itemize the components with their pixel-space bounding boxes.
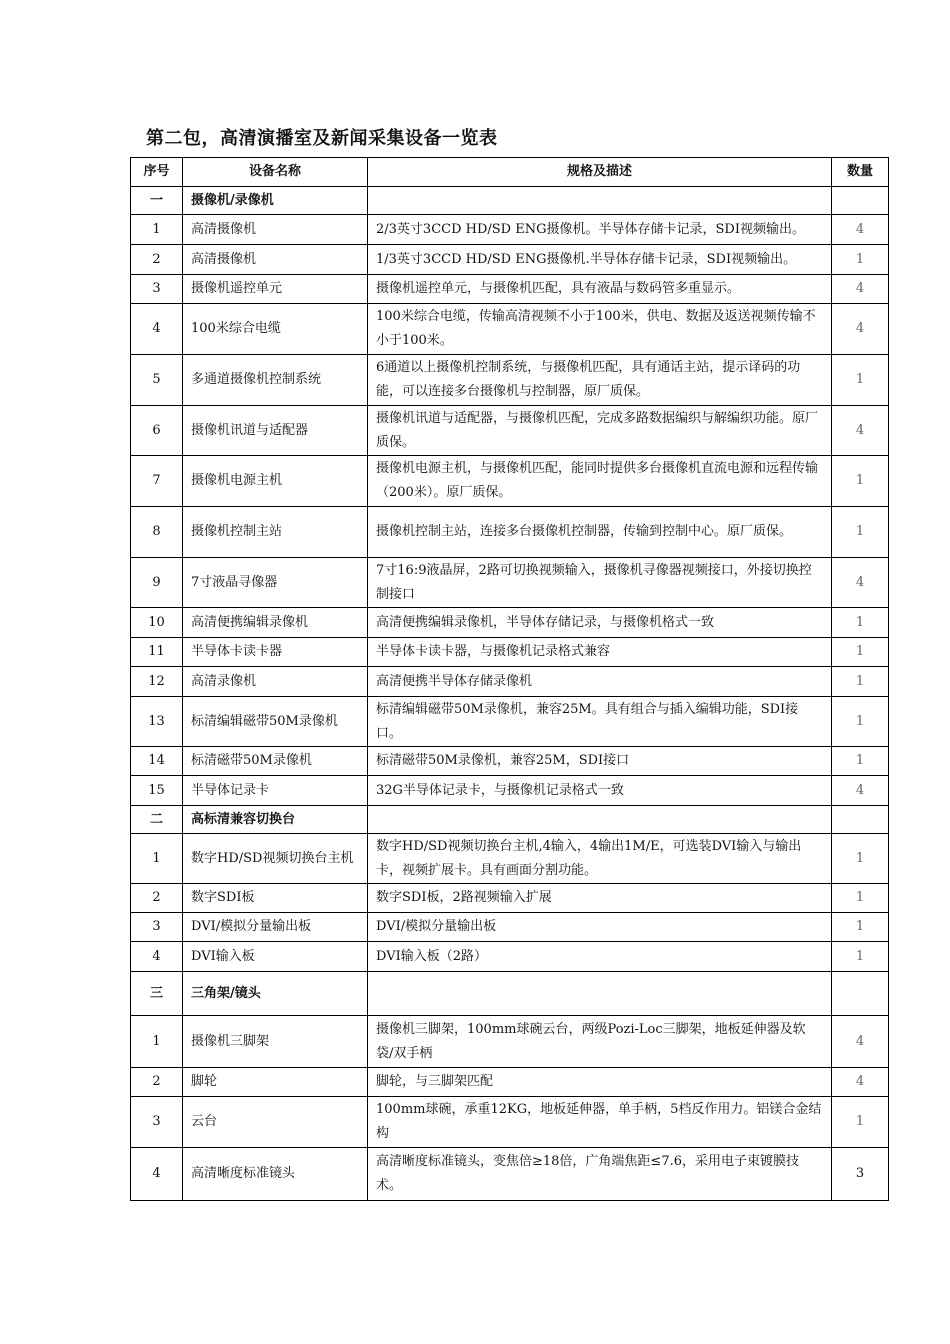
item-name: 高清晰度标准镜头 — [183, 1148, 368, 1201]
table-row — [131, 215, 889, 245]
table-row — [131, 747, 889, 776]
item-number: 13 — [131, 697, 183, 747]
item-name: 数字HD/SD视频切换台主机 — [183, 834, 368, 884]
item-quantity: 1 — [832, 913, 889, 942]
item-number: 11 — [131, 638, 183, 667]
item-name: 7寸液晶寻像器 — [183, 558, 368, 608]
item-number: 1 — [131, 834, 183, 884]
table-row — [131, 638, 889, 667]
item-name: 半导体记录卡 — [183, 776, 368, 806]
section-row — [131, 972, 889, 1016]
item-description: 标清编辑磁带50M录像机，兼容25M。具有组合与插入编辑功能，SDI接口。 — [368, 697, 832, 747]
header-name: 设备名称 — [183, 158, 368, 187]
item-number: 2 — [131, 245, 183, 275]
header-desc: 规格及描述 — [368, 158, 832, 187]
item-number: 1 — [131, 1016, 183, 1068]
table-row — [131, 608, 889, 638]
table-row — [131, 776, 889, 806]
item-number: 15 — [131, 776, 183, 806]
item-number: 8 — [131, 507, 183, 558]
item-description: 半导体卡读卡器，与摄像机记录格式兼容 — [368, 638, 832, 667]
section-name: 高标清兼容切换台 — [183, 806, 368, 834]
item-name: 标清编辑磁带50M录像机 — [183, 697, 368, 747]
section-desc-empty — [368, 972, 832, 1016]
section-qty-empty — [832, 972, 889, 1016]
item-quantity: 4 — [832, 406, 889, 456]
table-row — [131, 245, 889, 275]
equipment-table — [130, 157, 889, 1201]
section-name: 三角架/镜头 — [183, 972, 368, 1016]
item-description: 脚轮，与三脚架匹配 — [368, 1068, 832, 1097]
item-name: 100米综合电缆 — [183, 304, 368, 355]
item-name: 脚轮 — [183, 1068, 368, 1097]
item-quantity: 1 — [832, 456, 889, 507]
item-name: 多通道摄像机控制系统 — [183, 355, 368, 406]
item-description: 数字SDI板，2路视频输入扩展 — [368, 884, 832, 913]
section-row — [131, 806, 889, 834]
item-name: 摄像机电源主机 — [183, 456, 368, 507]
item-name: 高清摄像机 — [183, 245, 368, 275]
item-name: 数字SDI板 — [183, 884, 368, 913]
item-description: 摄像机电源主机，与摄像机匹配，能同时提供多台摄像机直流电源和远程传输（200米）。原厂质保。 — [368, 456, 832, 507]
item-quantity: 4 — [832, 215, 889, 245]
item-description: 摄像机遥控单元，与摄像机匹配，具有液晶与数码管多重显示。 — [368, 275, 832, 304]
item-quantity: 1 — [832, 245, 889, 275]
item-description: 100mm球碗，承重12KG，地板延伸器，单手柄，5档反作用力。铝镁合金结构 — [368, 1097, 832, 1148]
section-desc-empty — [368, 806, 832, 834]
item-name: 摄像机遥控单元 — [183, 275, 368, 304]
item-name: DVI/模拟分量输出板 — [183, 913, 368, 942]
table-row — [131, 884, 889, 913]
table-row — [131, 275, 889, 304]
item-number: 3 — [131, 1097, 183, 1148]
item-number: 9 — [131, 558, 183, 608]
item-quantity: 3 — [832, 1148, 889, 1201]
item-description: 高清晰度标准镜头，变焦倍≥18倍，广角端焦距≤7.6，采用电子束镀膜技术。 — [368, 1148, 832, 1201]
item-quantity: 4 — [832, 304, 889, 355]
table-body — [131, 187, 889, 1201]
item-number: 3 — [131, 275, 183, 304]
header-qty: 数量 — [832, 158, 889, 187]
item-name: 摄像机控制主站 — [183, 507, 368, 558]
table-row — [131, 304, 889, 355]
item-quantity: 1 — [832, 1097, 889, 1148]
item-number: 3 — [131, 913, 183, 942]
item-quantity: 1 — [832, 884, 889, 913]
item-description: 7寸16:9液晶屏，2路可切换视频输入，摄像机寻像器视频接口，外接切换控制接口 — [368, 558, 832, 608]
section-name: 摄像机/录像机 — [183, 187, 368, 215]
item-description: 高清便携半导体存储录像机 — [368, 667, 832, 697]
item-name: 高清录像机 — [183, 667, 368, 697]
item-description: 2/3英寸3CCD HD/SD ENG摄像机。半导体存储卡记录，SDI视频输出。 — [368, 215, 832, 245]
header-no: 序号 — [131, 158, 183, 187]
item-number: 2 — [131, 1068, 183, 1097]
table-row — [131, 1068, 889, 1097]
table-row — [131, 1148, 889, 1201]
table-row — [131, 1016, 889, 1068]
item-description: 100米综合电缆，传输高清视频不小于100米，供电、数据及返送视频传输不小于100米。 — [368, 304, 832, 355]
item-description: 摄像机控制主站，连接多台摄像机控制器，传输到控制中心。原厂质保。 — [368, 507, 832, 558]
item-name: 云台 — [183, 1097, 368, 1148]
section-number: 二 — [131, 806, 183, 834]
item-quantity: 4 — [832, 1016, 889, 1068]
item-quantity: 4 — [832, 558, 889, 608]
page-title: 第二包，高清演播室及新闻采集设备一览表 — [146, 128, 498, 149]
item-description: 摄像机三脚架，100mm球碗云台，两级Pozi-Loc三脚架，地板延伸器及软袋/双手柄 — [368, 1016, 832, 1068]
item-quantity: 1 — [832, 834, 889, 884]
table-row — [131, 834, 889, 884]
table-row — [131, 667, 889, 697]
item-quantity: 4 — [832, 1068, 889, 1097]
item-number: 10 — [131, 608, 183, 638]
section-row — [131, 187, 889, 215]
item-number: 4 — [131, 1148, 183, 1201]
item-description: 32G半导体记录卡，与摄像机记录格式一致 — [368, 776, 832, 806]
table-row — [131, 507, 889, 558]
item-name: DVI输入板 — [183, 942, 368, 972]
section-qty-empty — [832, 187, 889, 215]
table-row — [131, 942, 889, 972]
item-number: 1 — [131, 215, 183, 245]
section-desc-empty — [368, 187, 832, 215]
table-row — [131, 1097, 889, 1148]
item-name: 高清摄像机 — [183, 215, 368, 245]
table-row — [131, 697, 889, 747]
item-quantity: 1 — [832, 355, 889, 406]
item-number: 2 — [131, 884, 183, 913]
item-description: 数字HD/SD视频切换台主机,4输入，4输出1M/E，可选装DVI输入与输出卡，视频扩展卡。具有画面分割功能。 — [368, 834, 832, 884]
item-quantity: 1 — [832, 942, 889, 972]
item-name: 半导体卡读卡器 — [183, 638, 368, 667]
item-description: DVI输入板（2路） — [368, 942, 832, 972]
table-header-row — [131, 158, 889, 187]
item-number: 5 — [131, 355, 183, 406]
item-number: 4 — [131, 304, 183, 355]
item-name: 标清磁带50M录像机 — [183, 747, 368, 776]
table-row — [131, 355, 889, 406]
section-number: 一 — [131, 187, 183, 215]
item-number: 6 — [131, 406, 183, 456]
item-name: 高清便携编辑录像机 — [183, 608, 368, 638]
item-description: DVI/模拟分量输出板 — [368, 913, 832, 942]
table-row — [131, 456, 889, 507]
item-description: 6通道以上摄像机控制系统，与摄像机匹配，具有通话主站，提示译码的功能，可以连接多台摄像机与控制器，原厂质保。 — [368, 355, 832, 406]
item-quantity: 1 — [832, 608, 889, 638]
item-quantity: 1 — [832, 667, 889, 697]
item-number: 7 — [131, 456, 183, 507]
item-name: 摄像机三脚架 — [183, 1016, 368, 1068]
item-name: 摄像机讯道与适配器 — [183, 406, 368, 456]
item-description: 摄像机讯道与适配器，与摄像机匹配，完成多路数据编织与解编织功能。原厂质保。 — [368, 406, 832, 456]
item-number: 14 — [131, 747, 183, 776]
item-quantity: 1 — [832, 507, 889, 558]
item-quantity: 1 — [832, 747, 889, 776]
table-row — [131, 558, 889, 608]
item-quantity: 1 — [832, 697, 889, 747]
section-qty-empty — [832, 806, 889, 834]
item-description: 1/3英寸3CCD HD/SD ENG摄像机.半导体存储卡记录，SDI视频输出。 — [368, 245, 832, 275]
section-number: 三 — [131, 972, 183, 1016]
item-quantity: 4 — [832, 275, 889, 304]
item-number: 4 — [131, 942, 183, 972]
table-row — [131, 406, 889, 456]
table-row — [131, 913, 889, 942]
item-description: 高清便携编辑录像机，半导体存储记录，与摄像机格式一致 — [368, 608, 832, 638]
item-quantity: 4 — [832, 776, 889, 806]
item-quantity: 1 — [832, 638, 889, 667]
item-number: 12 — [131, 667, 183, 697]
item-description: 标清磁带50M录像机，兼容25M，SDI接口 — [368, 747, 832, 776]
